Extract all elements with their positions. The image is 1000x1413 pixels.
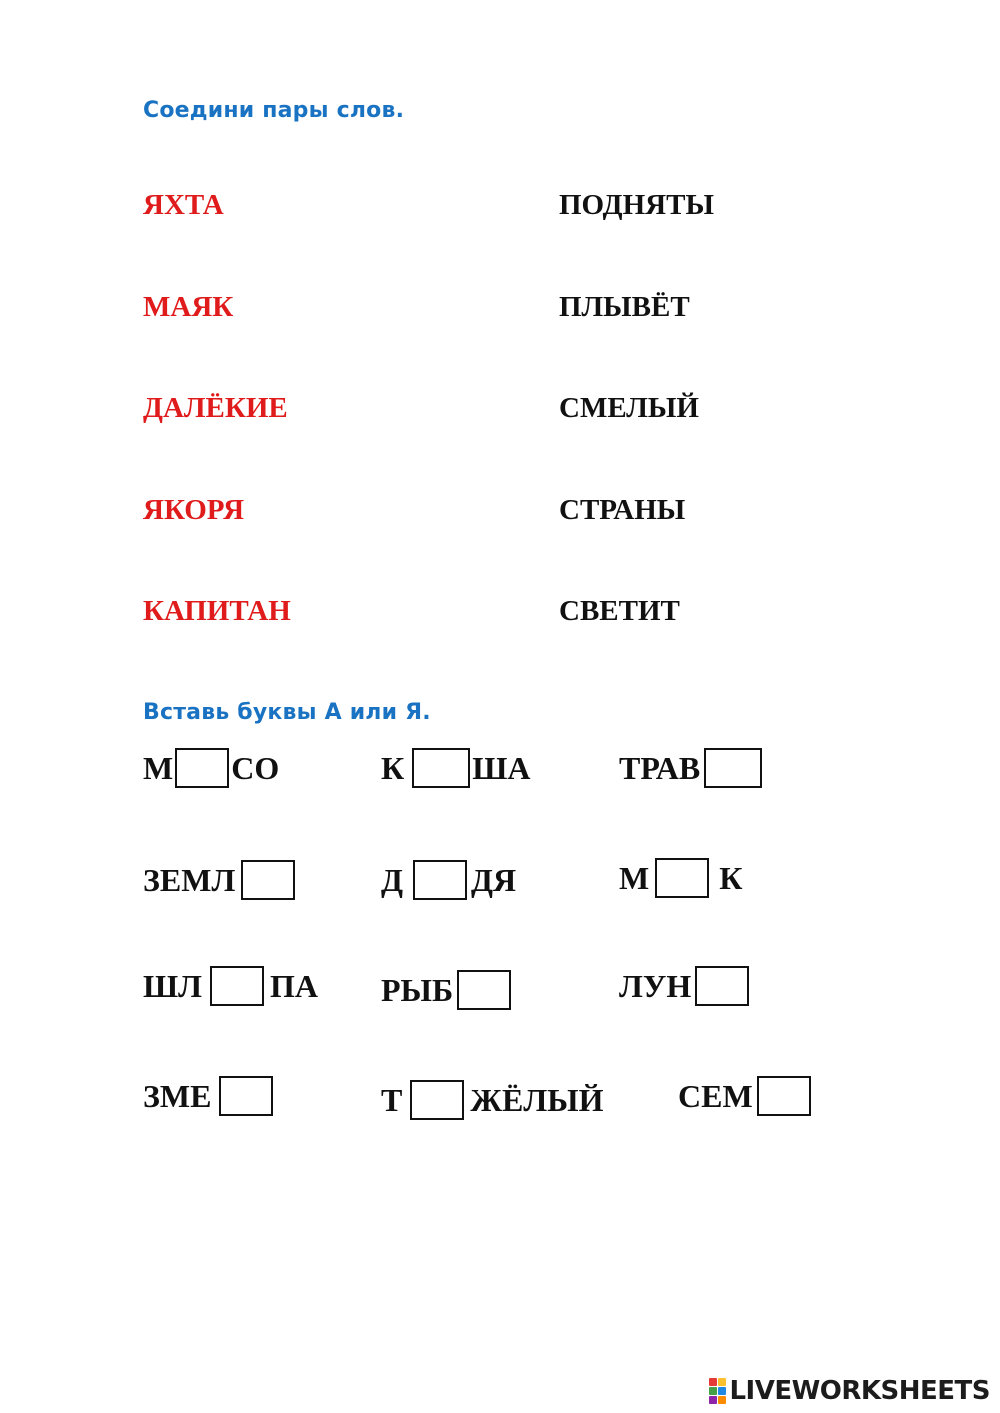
left-word[interactable]: ЯХТА [143, 189, 224, 221]
word-start: М [619, 860, 650, 896]
word-start: Д [381, 862, 404, 898]
fill-item [143, 748, 279, 788]
right-word[interactable]: ПЛЫВЁТ [559, 291, 690, 323]
letter-input-box[interactable] [241, 860, 295, 900]
word-start: ЛУН [619, 968, 692, 1004]
word-start: Т [381, 1082, 403, 1118]
fill-letters-heading: Вставь буквы А или Я. [143, 700, 431, 725]
logo-square [709, 1396, 717, 1404]
letter-input-box[interactable] [413, 860, 467, 900]
fill-item [381, 860, 516, 900]
fill-item [619, 966, 749, 1006]
right-word[interactable]: СМЕЛЫЙ [559, 392, 699, 424]
letter-input-box[interactable] [704, 748, 762, 788]
left-word[interactable]: ДАЛЁКИЕ [143, 392, 288, 424]
word-end: ША [472, 750, 531, 786]
fill-item [143, 860, 295, 900]
fill-item [143, 966, 318, 1006]
left-word[interactable]: МАЯК [143, 291, 234, 323]
word-start: СЕМ [678, 1078, 753, 1114]
letter-input-box[interactable] [757, 1076, 811, 1116]
match-instruction-heading: Соедини пары слов. [143, 98, 405, 123]
word-end: ЖЁЛЫЙ [470, 1082, 604, 1118]
word-end: К [719, 860, 743, 896]
word-start: К [381, 750, 405, 786]
letter-input-box[interactable] [219, 1076, 273, 1116]
word-start: ШЛ [143, 968, 202, 1004]
fill-item [381, 1080, 603, 1120]
left-word[interactable]: ЯКОРЯ [143, 494, 245, 526]
logo-square [709, 1378, 717, 1386]
logo-square [718, 1387, 726, 1395]
right-word[interactable]: ПОДНЯТЫ [559, 189, 714, 221]
fill-item [619, 748, 762, 788]
logo-text: LIVEWORKSHEETS [729, 1376, 990, 1406]
letter-input-box[interactable] [655, 858, 709, 898]
fill-item [381, 748, 530, 788]
word-end: СО [231, 750, 280, 786]
letter-input-box[interactable] [210, 966, 264, 1006]
logo-mark-icon [709, 1378, 726, 1404]
right-word[interactable]: СТРАНЫ [559, 494, 686, 526]
word-end: ПА [269, 968, 318, 1004]
letter-input-box[interactable] [410, 1080, 464, 1120]
logo-square [718, 1378, 726, 1386]
liveworksheets-logo [709, 1377, 990, 1405]
right-word[interactable]: СВЕТИТ [559, 595, 680, 627]
letter-input-box[interactable] [175, 748, 229, 788]
word-start: ЗМЕ [143, 1078, 212, 1114]
letter-input-box[interactable] [412, 748, 470, 788]
fill-item [678, 1076, 811, 1116]
word-start: РЫБ [381, 972, 454, 1008]
fill-item [381, 970, 511, 1010]
letter-input-box[interactable] [457, 970, 511, 1010]
word-end: ДЯ [471, 862, 517, 898]
fill-item [619, 858, 742, 898]
word-start: ТРАВ [619, 750, 701, 786]
letter-input-box[interactable] [695, 966, 749, 1006]
word-start: ЗЕМЛ [143, 862, 236, 898]
word-start: М [143, 750, 174, 786]
logo-square [718, 1396, 726, 1404]
left-word[interactable]: КАПИТАН [143, 595, 291, 627]
logo-square [709, 1387, 717, 1395]
fill-item [143, 1076, 273, 1116]
